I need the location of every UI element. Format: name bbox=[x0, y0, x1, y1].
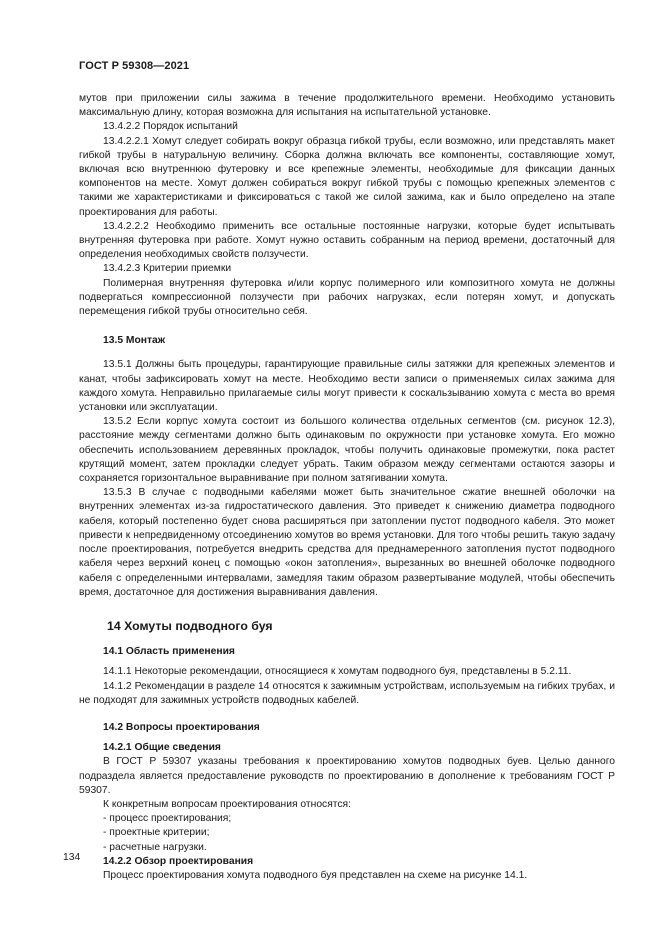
subsection-heading: 14.2.1 Общие сведения bbox=[103, 742, 221, 754]
paragraph: 13.5.2 Если корпус хомута состоит из большого количества отдельных сегментов (см. рисунок 12.3), расстояние между сегментами должно быть одинаковым по окружности при установке хомута. Его можно обеспечить использованием деревянных прокладок, чтобы получить одинаковые промежутки, пока растет крутящий момент, затем прокладки следует убрать. Таким образом между сегментами остаются зазоры и сохраняется горизонтальное выравнивание при полном затягивании хомута. bbox=[79, 416, 615, 485]
list-item: - проектные критерии; bbox=[103, 827, 210, 839]
paragraph: 14.1.2 Рекомендации в разделе 14 относятся к зажимным устройствам, используемым на гибких трубах, и не подходят для зажимных устройств подводных кабелей. bbox=[79, 680, 615, 706]
page-number: 134 bbox=[63, 852, 81, 863]
section-heading: 14.1 Область применения bbox=[103, 646, 235, 658]
page-header: ГОСТ Р 59308—2021 bbox=[79, 60, 190, 72]
chapter-heading: 14 Хомуты подводного буя bbox=[107, 618, 273, 633]
paragraph: В ГОСТ Р 59307 указаны требования к проектированию хомутов подводных буев. Целью данного подраздела является предоставление руководств по проектированию в дополнение к требованиям ГОСТ Р 59307. bbox=[79, 756, 615, 796]
paragraph: мутов при приложении силы зажима в течение продолжительного времени. Необходимо установить максимальную длину, которая возможна для испытания на испытательной установке. bbox=[79, 93, 615, 119]
subsection-heading: 13.4.2.3 Критерии приемки bbox=[103, 263, 232, 275]
paragraph: 13.4.2.2.1 Хомут следует собирать вокруг образца гибкой трубы, если возможно, или представлять макет гибкой трубы в натуральную величину. Сборка должна включать все компоненты, составляющие хомут, включая всю внутреннюю футеровку и все крепежные элементы, необходимые для фиксации данных компонентов на месте. Хомут должен собираться вокруг гибкой трубы с помощью крепежных элементов с такими же характеристиками и фиксироваться с такой же силой зажима, как и было определено на этапе проектирования для работы. bbox=[79, 135, 615, 218]
paragraph: 13.5.1 Должны быть процедуры, гарантирующие правильные силы затяжки для крепежных элементов и канат, чтобы зафиксировать хомут на месте. Необходимо вести записи о применяемых силах зажима для каждого хомута. Неправильно прилагаемые силы могут привести к соскальзыванию хомута с места во время установки или эксплуатации. bbox=[79, 359, 615, 414]
paragraph: Процесс проектирования хомута подводного буя представлен на схеме на рисунке 14.1. bbox=[103, 869, 528, 881]
paragraph: 13.5.3 В случае с подводными кабелями может быть значительное сжатие внешней оболочки на внутренних элементах из-за гидростатического давления. Это приведет к снижению диаметра подводного кабеля, который постепенно будет снова расширяться при затоплении пустот подводного кабеля. Это может привести к непредвиденному отсоединению хомутов во время установки. Для того чтобы решить такую задачу после проектирования, потребуется внедрить средства для преднамеренного затопления пустот подводного кабеля через верхний конец с помощью «окон затопления», вырезанных во внешней оболочке подводного кабеля с определенными интервалами, замедляя таким образом развертывание модулей, чтобы обеспечить время, достаточное для достижения выравнивания давления. bbox=[79, 487, 615, 598]
document-body bbox=[79, 92, 615, 883]
paragraph: 14.1.1 Некоторые рекомендации, относящиеся к хомутам подводного буя, представлены в 5.2.11. bbox=[103, 666, 572, 678]
paragraph: 13.4.2.2.2 Необходимо применить все остальные постоянные нагрузки, которые будет испытывать внутренняя футеровка при работе. Хомут нужно оставить собранным на период времени, достаточный для определения необходимых свойств ползучести. bbox=[79, 220, 615, 261]
list-item: - процесс проектирования; bbox=[103, 813, 232, 825]
subsection-heading: 14.2.2 Обзор проектирования bbox=[103, 855, 254, 867]
list-item: - расчетные нагрузки. bbox=[103, 841, 207, 853]
subsection-heading: 13.4.2.2 Порядок испытаний bbox=[103, 121, 238, 133]
section-heading: 14.2 Вопросы проектирования bbox=[103, 721, 260, 733]
paragraph: К конкретным вопросам проектирования относятся: bbox=[103, 798, 351, 810]
section-heading: 13.5 Монтаж bbox=[103, 335, 166, 347]
paragraph: Полимерная внутренняя футеровка и/или корпус полимерного или композитного хомута не должны подвергаться компрессионной ползучести при рабочих нагрузках, если потерян хомут, и допускать перемещения гибкой трубы относительно себя. bbox=[79, 277, 615, 318]
